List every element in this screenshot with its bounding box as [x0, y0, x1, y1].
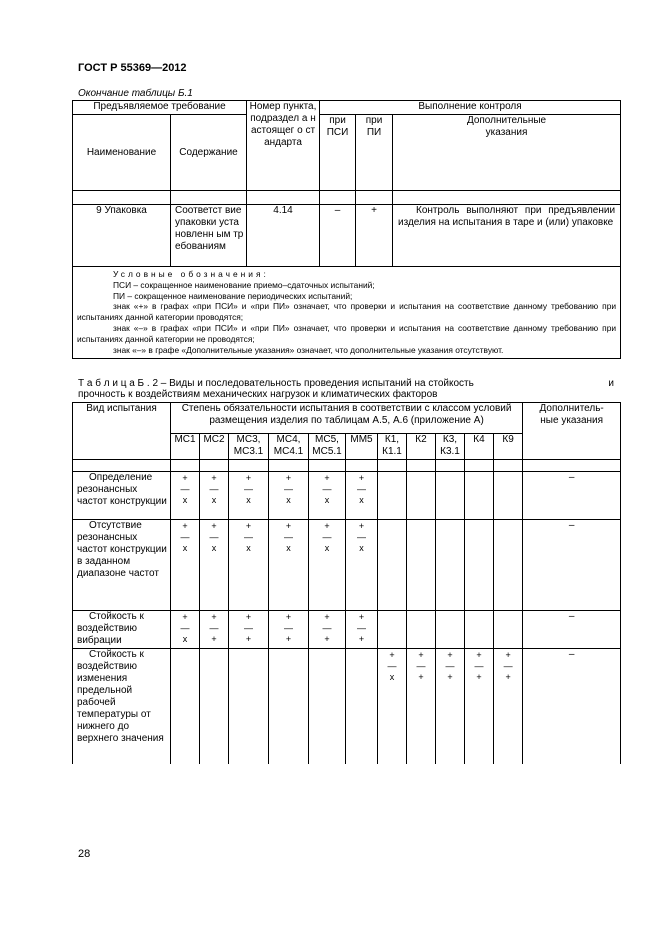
mark-symbol: —: [387, 661, 397, 671]
extra-cell: –: [523, 520, 621, 611]
mark-cell: [378, 611, 407, 649]
class-header: К3, К3.1: [436, 434, 465, 460]
mark-symbol: +: [285, 473, 292, 483]
mark-cell: [494, 472, 523, 520]
legend-title: Условные обозначения:: [113, 269, 269, 279]
class-header: МС3, МС3.1: [229, 434, 269, 460]
legend-line: ПСИ – сокращенное наименование приемо–сдаточных испытаний;: [113, 279, 375, 290]
mark-symbol: +: [211, 521, 217, 531]
mark-symbol: +: [476, 650, 482, 660]
mark-symbol: —: [244, 623, 253, 633]
mark-cell: [200, 472, 229, 520]
mark-symbol: х: [359, 543, 364, 553]
mark-symbol: х: [211, 543, 217, 553]
row-extra: Контроль выполняют при предъявлении изделия на испытания в таре и (или) упаковке: [393, 205, 621, 267]
mark-symbol: +: [418, 650, 424, 660]
item-number-header: Номер пункта, подраздел а настоящег о стандарта: [247, 101, 320, 191]
table-row: [73, 611, 621, 649]
psi-header: при ПСИ: [320, 115, 356, 191]
mark-cell: [229, 649, 269, 764]
mark-symbol: +: [245, 634, 252, 644]
mark-symbol: +: [324, 473, 330, 483]
mark-cell: [269, 520, 309, 611]
mark-symbol: х: [286, 495, 291, 505]
mark-cell: [465, 611, 494, 649]
mark-cell: [494, 649, 523, 764]
row-psi: –: [320, 205, 356, 267]
mark-symbol: +: [324, 612, 330, 622]
pi-header: при ПИ: [356, 115, 393, 191]
mark-symbol: +: [358, 521, 365, 531]
table-row: [73, 649, 621, 764]
mark-cell: [436, 611, 465, 649]
mark-symbol: —: [244, 484, 253, 494]
mark-symbol: х: [324, 543, 330, 553]
mark-symbol: +: [358, 473, 365, 483]
mark-cell: [200, 611, 229, 649]
mark-cell: [407, 649, 436, 764]
row-content: Соответст вие упаковки установленн ым требованиям: [171, 205, 247, 267]
mark-symbol: —: [445, 661, 455, 671]
mark-symbol: +: [182, 473, 188, 483]
class-header: МС5, МС5.1: [309, 434, 346, 460]
mark-symbol: +: [476, 672, 482, 682]
mark-cell: [269, 472, 309, 520]
legend-line: знак «+» в графах «при ПСИ» и «при ПИ» означает, что проверки и испытания на соответствие данному требованию при испытаниях данной категории проводятся;: [77, 301, 617, 323]
table-b2: [72, 402, 621, 764]
extra-cell: –: [523, 649, 621, 764]
mark-cell: [346, 649, 378, 764]
table-b2-caption-line1: Т а б л и ц а Б . 2 – Виды и последовательность проведения испытаний на стойкость и: [78, 378, 614, 389]
control-header: Выполнение контроля: [320, 101, 621, 115]
legend-line: знак «–» в графе «Дополнительные указания» означает, что дополнительные указания отсутствуют.: [113, 344, 504, 355]
mark-cell: [465, 472, 494, 520]
legend-notes: [73, 267, 621, 359]
mark-symbol: х: [389, 672, 395, 682]
mark-symbol: х: [359, 495, 364, 505]
mark-symbol: +: [324, 634, 330, 644]
mark-symbol: —: [474, 661, 484, 671]
mark-symbol: +: [211, 473, 217, 483]
mark-cell: [171, 472, 200, 520]
class-header: МС1: [171, 434, 200, 460]
class-header: К9: [494, 434, 523, 460]
mark-symbol: +: [285, 634, 292, 644]
mark-symbol: —: [322, 532, 332, 542]
mark-symbol: +: [505, 672, 511, 682]
mark-symbol: +: [358, 634, 365, 644]
mark-symbol: —: [357, 532, 366, 542]
test-name-cell: Стойкость к воздействию вибрации: [73, 611, 171, 649]
mark-cell: [346, 520, 378, 611]
mark-symbol: —: [357, 623, 366, 633]
mark-cell: [494, 520, 523, 611]
mark-symbol: +: [182, 521, 188, 531]
row-pi: +: [356, 205, 393, 267]
mark-cell: [407, 611, 436, 649]
mark-cell: [436, 649, 465, 764]
mark-symbol: —: [322, 484, 332, 494]
mark-cell: [309, 472, 346, 520]
mark-cell: [494, 611, 523, 649]
name-header: Наименование: [73, 115, 171, 191]
mark-symbol: х: [246, 543, 251, 553]
mark-symbol: —: [503, 661, 513, 671]
table-row: [73, 520, 621, 611]
mark-symbol: —: [284, 484, 293, 494]
table-b1: [72, 100, 621, 359]
test-type-header: Вид испытания: [73, 403, 171, 460]
mark-cell: [200, 649, 229, 764]
mark-cell: [171, 611, 200, 649]
mark-symbol: +: [505, 650, 511, 660]
mark-symbol: +: [182, 612, 188, 622]
mark-symbol: х: [324, 495, 330, 505]
mark-symbol: —: [209, 623, 219, 633]
extra-cell: –: [523, 611, 621, 649]
mark-cell: [171, 520, 200, 611]
mark-symbol: х: [182, 543, 188, 553]
mark-symbol: +: [285, 521, 292, 531]
mark-symbol: —: [284, 623, 293, 633]
test-name-cell: Стойкость к воздействию изменения предельной рабочей температуры от нижнего до верхнего значения: [73, 649, 171, 764]
mark-symbol: —: [357, 484, 366, 494]
mark-cell: [269, 611, 309, 649]
mark-symbol: х: [246, 495, 251, 505]
test-name-cell: Определение резонансных частот конструкции: [73, 472, 171, 520]
mark-symbol: —: [180, 484, 190, 494]
mark-symbol: х: [182, 634, 188, 644]
mark-symbol: +: [358, 612, 365, 622]
mark-symbol: +: [447, 672, 453, 682]
mark-cell: [465, 520, 494, 611]
mark-symbol: +: [447, 650, 453, 660]
mark-symbol: +: [245, 521, 252, 531]
table-b2-caption: [78, 378, 614, 400]
mark-symbol: —: [209, 532, 219, 542]
mark-symbol: +: [211, 612, 217, 622]
class-header: ММ5: [346, 434, 378, 460]
table-row: [73, 205, 621, 267]
legend-line: знак «–» в графах «при ПСИ» и «при ПИ» означает, что проверки и испытания на соответствие данному требованию при испытаниях данной категории не проводятся;: [77, 322, 617, 344]
class-header: МС2: [200, 434, 229, 460]
mark-cell: [229, 520, 269, 611]
mark-symbol: +: [285, 612, 292, 622]
mark-symbol: —: [284, 532, 293, 542]
mark-cell: [436, 472, 465, 520]
mark-cell: [309, 611, 346, 649]
mark-symbol: —: [322, 623, 332, 633]
test-name-cell: Отсутствие резонансных частот конструкции в заданном диапазоне частот: [73, 520, 171, 611]
mark-cell: [378, 472, 407, 520]
mark-symbol: +: [389, 650, 395, 660]
requirement-header: Предъявляемое требование: [73, 101, 247, 115]
mark-cell: [346, 611, 378, 649]
class-header: К4: [465, 434, 494, 460]
row-item: 4.14: [247, 205, 320, 267]
mark-cell: [200, 520, 229, 611]
row-name: 9 Упаковка: [73, 205, 171, 267]
mark-symbol: —: [209, 484, 219, 494]
mark-symbol: +: [324, 521, 330, 531]
class-header: К1, К1.1: [378, 434, 407, 460]
degree-header: Степень обязательности испытания в соответствии с классом условий размещения изделия по таблицам А.5, А.6 (приложение А): [171, 403, 523, 434]
mark-symbol: +: [418, 672, 424, 682]
mark-cell: [269, 649, 309, 764]
mark-symbol: +: [245, 612, 252, 622]
mark-cell: [309, 649, 346, 764]
mark-cell: [229, 472, 269, 520]
mark-symbol: +: [245, 473, 252, 483]
mark-cell: [378, 649, 407, 764]
table-continuation-caption: Окончание таблицы Б.1: [78, 88, 193, 99]
legend-line: ПИ – сокращенное наименование периодических испытаний;: [113, 290, 353, 301]
extra-header: Дополнитель- ные указания: [523, 403, 621, 460]
mark-cell: [407, 520, 436, 611]
mark-symbol: —: [180, 532, 190, 542]
mark-cell: [436, 520, 465, 611]
extra-cell: –: [523, 472, 621, 520]
mark-symbol: —: [416, 661, 426, 671]
mark-cell: [378, 520, 407, 611]
mark-cell: [171, 649, 200, 764]
mark-symbol: +: [211, 634, 217, 644]
table-row: [73, 472, 621, 520]
mark-symbol: х: [211, 495, 217, 505]
class-header: МС4, МС4.1: [269, 434, 309, 460]
page-number: 28: [78, 848, 91, 860]
mark-symbol: х: [286, 543, 291, 553]
mark-symbol: —: [180, 623, 190, 633]
mark-cell: [309, 520, 346, 611]
extra-header: Дополнительные указания: [393, 115, 621, 191]
mark-cell: [346, 472, 378, 520]
mark-cell: [229, 611, 269, 649]
mark-cell: [465, 649, 494, 764]
mark-symbol: х: [182, 495, 188, 505]
content-header: Содержание: [171, 115, 247, 191]
mark-cell: [407, 472, 436, 520]
mark-symbol: —: [244, 532, 253, 542]
table-b2-caption-line2: прочность к воздействиям механических нагрузок и климатических факторов: [78, 389, 438, 400]
class-header: К2: [407, 434, 436, 460]
document-header: ГОСТ Р 55369—2012: [78, 62, 187, 74]
